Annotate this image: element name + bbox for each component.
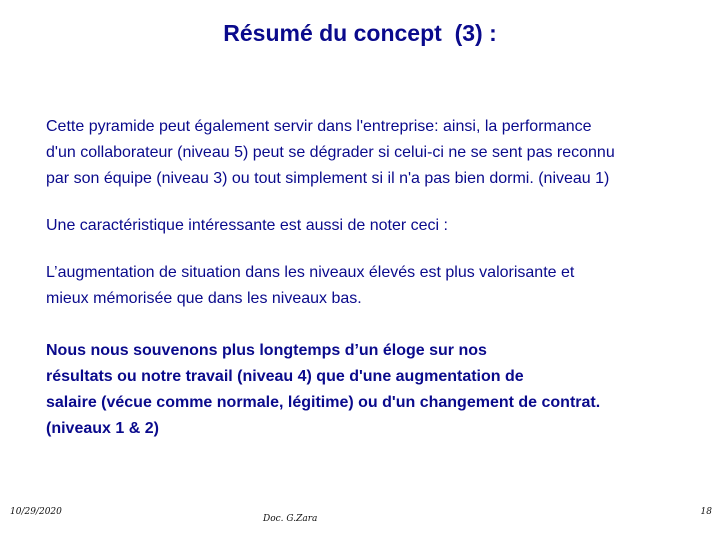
paragraph-line: mieux mémorisée que dans les niveaux bas. (46, 290, 362, 307)
paragraph-line: Une caractéristique intéressante est aussi de noter ceci : (46, 217, 448, 234)
footer-date: 10/29/2020 (10, 507, 62, 517)
footer-page-number: 18 (700, 507, 712, 517)
paragraph-line: Nous nous souvenons plus longtemps d’un éloge sur nos (46, 342, 487, 359)
paragraph-line: (niveaux 1 & 2) (46, 420, 159, 437)
paragraph-line: résultats ou notre travail (niveau 4) que d'une augmentation de (46, 368, 524, 385)
paragraph-memory-bold (46, 338, 600, 442)
paragraph-line: salaire (vécue comme normale, légitime) ou d'un changement de contrat. (46, 394, 601, 411)
paragraph-characteristic (46, 213, 448, 239)
paragraph-line: L’augmentation de situation dans les niveaux élevés est plus valorisante et (46, 264, 575, 281)
paragraph-line: Cette pyramide peut également servir dans l'entreprise: ainsi, la performance (46, 118, 592, 135)
paragraph-pyramid-enterprise (46, 114, 615, 192)
footer-author: Doc. G.Zara (263, 514, 318, 524)
paragraph-augmentation (46, 260, 574, 312)
paragraph-line: d'un collaborateur (niveau 5) peut se dégrader si celui-ci ne se sent pas reconnu (46, 144, 615, 161)
paragraph-line: par son équipe (niveau 3) ou tout simplement si il n'a pas bien dormi. (niveau 1) (46, 170, 610, 187)
slide-title: Résumé du concept (3) : (223, 20, 497, 46)
